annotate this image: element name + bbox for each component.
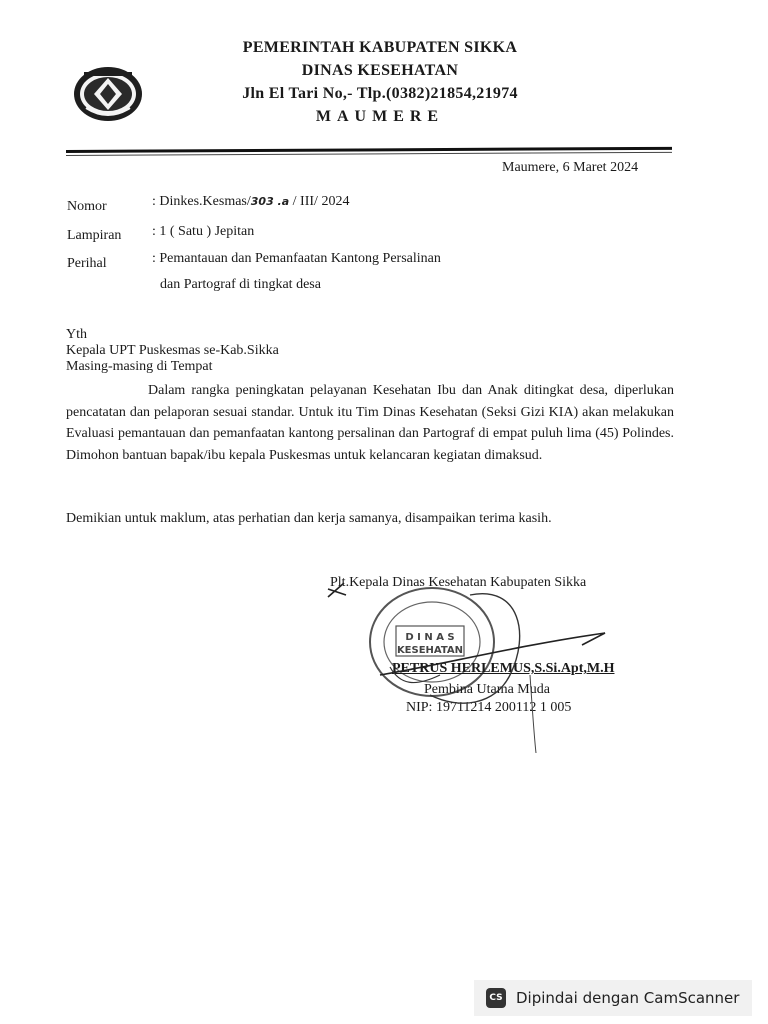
signatory-rank: Pembina Utama Muda <box>424 682 550 697</box>
letterhead-address: Jln El Tari No,- Tlp.(0382)21854,21974 <box>242 85 518 102</box>
nomor-handwritten: 303 .a <box>250 195 290 208</box>
stamp-center-line1: D I N A S <box>405 632 455 643</box>
nomor-value <box>152 192 349 212</box>
perihal-line2: dan Partograf di tingkat desa <box>160 277 321 292</box>
body-paragraph-2: Demikian untuk maklum, atas perhatian dan kerja samanya, disampaikan terima kasih. <box>66 511 552 526</box>
nomor-suffix: / III/ 2024 <box>292 194 350 209</box>
lampiran-value: : 1 ( Satu ) Jepitan <box>152 224 255 239</box>
camscanner-text: Dipindai dengan CamScanner <box>516 989 740 1007</box>
signatory-name: PETRUS HERLEMUS,S.Si.Apt,M.H <box>392 661 615 676</box>
addressee-location: Masing-masing di Tempat <box>66 359 213 374</box>
letter-date: Maumere, 6 Maret 2024 <box>502 160 639 175</box>
body-paragraph-1: Dalam rangka peningkatan pelayanan Kesehatan Ibu dan Anak ditingkat desa, diperlukan pencatatan dan pelaporan sesuai standar. Untuk itu Tim Dinas Kesehatan (Seksi Gizi KIA) akan melakukan Evaluasi pemantauan dan pemanfaatan kantong persalinan dan Partograf di empat puluh lima (45) Polindes. Dimohon bantuan bapak/ibu kepala Puskesmas untuk kelancaran kegiatan dimaksud. <box>66 383 674 463</box>
letterhead-government: PEMERINTAH KABUPATEN SIKKA <box>242 39 518 56</box>
addressee-recipient: Kepala UPT Puskesmas se-Kab.Sikka <box>66 343 279 358</box>
letterhead-agency: DINAS KESEHATAN <box>301 62 459 79</box>
letterhead-city: MAUMERE <box>315 108 445 125</box>
camscanner-badge <box>474 980 752 1016</box>
addressee-salutation: Yth <box>66 327 87 342</box>
perihal-line1: : Pemantauan dan Pemanfaatan Kantong Persalinan <box>152 251 441 266</box>
camscanner-logo-icon: CS <box>486 988 506 1008</box>
nomor-label: Nomor <box>67 199 107 214</box>
government-emblem-icon <box>70 64 146 124</box>
signatory-nip: NIP: 19711214 200112 1 005 <box>406 700 572 715</box>
stamp-center-line2: KESEHATAN <box>396 645 464 656</box>
nomor-prefix: : Dinkes.Kesmas/ <box>152 194 251 209</box>
perihal-label: Perihal <box>67 256 107 271</box>
signature-title: Plt.Kepala Dinas Kesehatan Kabupaten Sikka <box>330 575 587 590</box>
lampiran-label: Lampiran <box>67 228 122 243</box>
